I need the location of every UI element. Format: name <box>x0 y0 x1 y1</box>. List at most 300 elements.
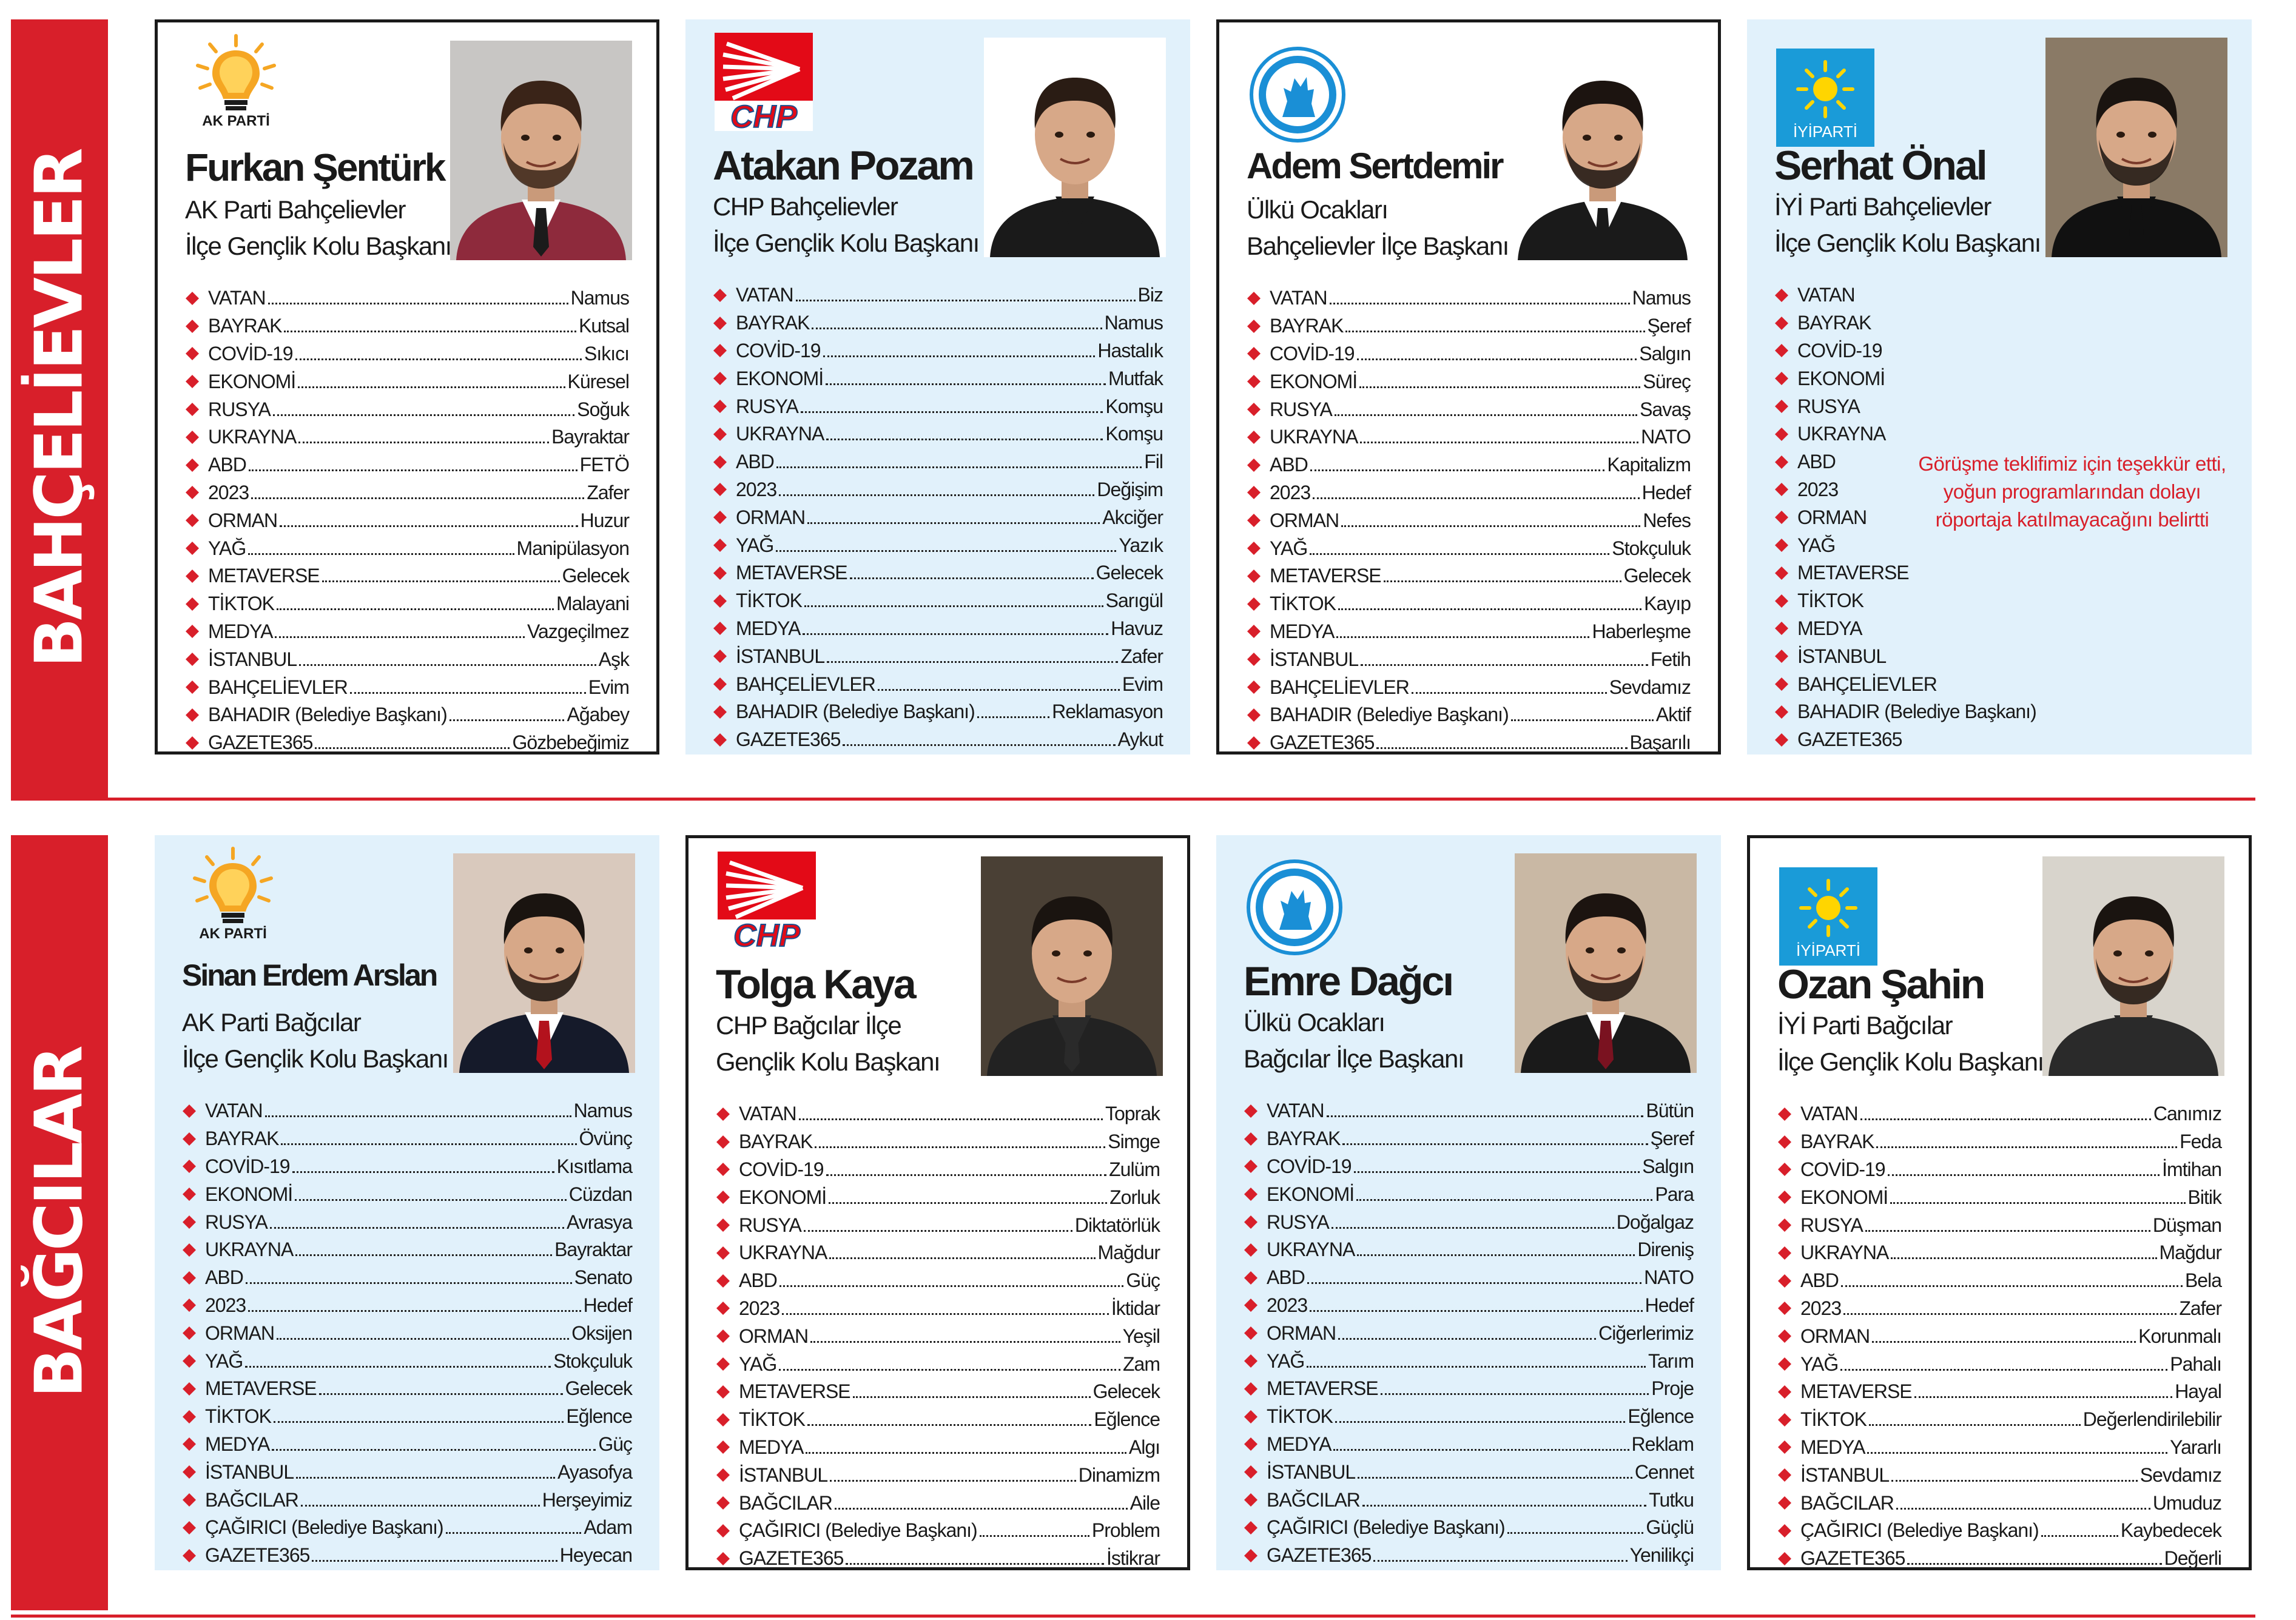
qa-leader-dots <box>296 1477 555 1479</box>
qa-leader-dots <box>284 331 576 332</box>
red-diamond-icon <box>1244 1132 1258 1146</box>
qa-question: İSTANBUL <box>739 1464 828 1486</box>
qa-leader-dots <box>878 689 1120 691</box>
qa-question: BAYRAK <box>1797 312 1871 334</box>
qa-answer: İktidar <box>1111 1297 1160 1319</box>
red-diamond-icon <box>182 1159 197 1174</box>
red-diamond-icon <box>1247 402 1261 417</box>
qa-answer: Eğlence <box>1094 1408 1160 1431</box>
qa-row <box>716 1100 1160 1128</box>
qa-question: UKRAYNA <box>1797 423 1886 445</box>
red-diamond-icon <box>1247 430 1261 445</box>
qa-leader-dots <box>779 494 1094 496</box>
qa-question: EKONOMİ <box>1797 367 1885 389</box>
red-diamond-icon <box>1244 1271 1258 1285</box>
qa-row <box>716 1461 1160 1489</box>
qa-leader-dots <box>823 355 1096 357</box>
red-diamond-icon <box>1777 1357 1792 1371</box>
qa-answer: Umuduz <box>2152 1491 2221 1514</box>
qa-answer: Değişim <box>1097 478 1163 500</box>
qa-row <box>1247 729 1691 757</box>
qa-row <box>1777 1100 2221 1128</box>
red-diamond-icon <box>185 652 200 667</box>
qa-question: ÇAĞIRICI (Belediye Başkanı) <box>739 1519 977 1542</box>
candidate-photo <box>2042 856 2224 1076</box>
qa-question: METAVERSE <box>1797 562 1909 584</box>
qa-leader-dots <box>272 1449 596 1451</box>
qa-answer: Fil <box>1144 451 1163 473</box>
qa-question: 2023 <box>739 1297 780 1319</box>
candidate-role-line1: Ülkü Ocakları <box>1244 1008 1385 1037</box>
qa-row <box>1247 562 1691 590</box>
candidate-role-line1: CHP Bağcılar İlçe <box>716 1011 901 1040</box>
red-diamond-icon <box>1244 1159 1258 1174</box>
qa-question: COVİD-19 <box>1270 342 1355 365</box>
qa-row <box>185 506 629 534</box>
qa-row <box>716 1406 1160 1434</box>
qa-question: GAZETE365 <box>208 731 313 754</box>
qa-answer: Toprak <box>1105 1103 1160 1125</box>
red-diamond-icon <box>185 430 200 445</box>
qa-question: GAZETE365 <box>736 728 841 751</box>
red-diamond-icon <box>185 597 200 611</box>
qa-leader-dots <box>1310 1310 1642 1312</box>
qa-leader-dots <box>829 1257 1095 1259</box>
qa-question: ABD <box>1267 1266 1305 1289</box>
qa-row <box>185 590 629 618</box>
qa-question: RUSYA <box>1800 1214 1863 1236</box>
qa-row <box>1774 365 2224 392</box>
qa-question: YAĞ <box>205 1349 243 1372</box>
qa-answer: Güç <box>598 1433 632 1455</box>
red-diamond-icon <box>1247 541 1261 556</box>
qa-leader-dots <box>2041 1535 2118 1537</box>
qa-question: COVİD-19 <box>205 1155 290 1177</box>
qa-answer: Yeşil <box>1122 1325 1160 1347</box>
candidate-name: Tolga Kaya <box>716 961 915 1007</box>
qa-leader-dots <box>827 661 1118 663</box>
qa-row <box>1777 1378 2221 1406</box>
qa-leader-dots <box>826 439 1103 440</box>
qa-row <box>1774 281 2224 309</box>
qa-question: ORMAN <box>739 1325 809 1347</box>
qa-row <box>713 615 1163 643</box>
ulku-ocaklari-logo-icon <box>1248 45 1347 144</box>
red-diamond-icon <box>185 513 200 528</box>
red-diamond-icon <box>1244 1521 1258 1535</box>
qa-question: COVİD-19 <box>1797 339 1882 361</box>
qa-question: VATAN <box>1267 1100 1324 1122</box>
qa-row <box>1774 531 2224 559</box>
qa-row <box>1774 615 2224 643</box>
qa-answer: Senato <box>574 1266 632 1289</box>
qa-row <box>1247 284 1691 312</box>
qa-question: METAVERSE <box>208 565 320 587</box>
red-diamond-icon <box>1244 1493 1258 1507</box>
qa-row <box>716 1295 1160 1323</box>
qa-answer: Aktif <box>1655 704 1691 726</box>
qa-leader-dots <box>281 1143 576 1145</box>
red-diamond-icon <box>185 402 200 417</box>
candidate-name: Ozan Şahin <box>1777 961 1984 1007</box>
qa-leader-dots <box>850 577 1094 579</box>
qa-leader-dots <box>1354 1171 1640 1173</box>
qa-row <box>713 420 1163 448</box>
qa-answer: Zafer <box>1120 645 1163 667</box>
qa-leader-dots <box>826 1174 1107 1176</box>
qa-question: METAVERSE <box>205 1377 317 1400</box>
qa-question: ÇAĞIRICI (Belediye Başkanı) <box>205 1516 443 1539</box>
qa-question: YAĞ <box>1797 534 1836 556</box>
qa-question: COVİD-19 <box>1800 1158 1885 1180</box>
qa-question: ABD <box>739 1269 777 1292</box>
qa-answer: Şeref <box>1650 1128 1694 1150</box>
red-diamond-icon <box>1774 510 1789 525</box>
qa-row <box>1244 1097 1694 1125</box>
qa-question: İSTANBUL <box>208 648 297 670</box>
red-diamond-icon <box>1777 1246 1792 1260</box>
qa-row <box>1247 590 1691 618</box>
qa-question: ABD <box>1270 454 1308 476</box>
qa-leader-dots <box>1307 1366 1646 1368</box>
qa-leader-dots <box>1843 1313 2176 1315</box>
qa-answer: NATO <box>1644 1266 1694 1289</box>
red-diamond-icon <box>1777 1190 1792 1205</box>
red-diamond-icon <box>185 485 200 500</box>
qa-question: ORMAN <box>1267 1322 1336 1344</box>
chp-logo-text: CHP <box>730 99 797 131</box>
portrait-photo <box>2045 38 2227 257</box>
candidate-role-line2: İlçe Gençlik Kolu Başkanı <box>1777 1047 2044 1076</box>
qa-leader-dots <box>853 1396 1091 1398</box>
qa-row <box>716 1267 1160 1295</box>
qa-question: ABD <box>736 451 774 473</box>
qa-leader-dots <box>776 550 1116 552</box>
red-diamond-icon <box>1777 1440 1792 1454</box>
qa-answer: Namus <box>1104 312 1163 334</box>
qa-answer: Zam <box>1123 1353 1160 1375</box>
qa-leader-dots <box>799 1118 1103 1120</box>
qa-leader-dots <box>1412 692 1607 694</box>
qa-leader-dots <box>1511 719 1654 721</box>
qa-question: VATAN <box>1797 284 1855 306</box>
qa-row <box>185 562 629 590</box>
qa-row <box>185 673 629 701</box>
qa-row <box>1774 309 2224 337</box>
qa-answer: NATO <box>1641 426 1691 448</box>
qa-row <box>1247 673 1691 701</box>
qa-row <box>1777 1545 2221 1573</box>
portrait-photo <box>1512 41 1694 260</box>
qa-answer: Değerlendirilebilir <box>2082 1408 2221 1431</box>
qa-row <box>1247 395 1691 423</box>
portrait-photo <box>981 856 1163 1076</box>
qa-question: GAZETE365 <box>1797 728 1902 751</box>
qa-answer: Gözbebeğimiz <box>512 731 629 754</box>
qa-answer: Güçlü <box>1646 1516 1694 1539</box>
red-diamond-icon <box>1247 680 1261 694</box>
red-diamond-icon <box>182 1382 197 1396</box>
qa-question: İSTANBUL <box>205 1460 294 1483</box>
qa-answer: Para <box>1655 1183 1694 1205</box>
qa-leader-dots <box>782 1313 1109 1315</box>
red-diamond-icon <box>185 569 200 583</box>
qa-leader-dots <box>245 1366 551 1368</box>
qa-question: BAYRAK <box>1270 315 1344 337</box>
qa-row <box>713 503 1163 531</box>
qa-row <box>713 559 1163 587</box>
qa-answer: Malayani <box>556 593 629 615</box>
qa-answer: Canımız <box>2153 1103 2221 1125</box>
candidate-name: Furkan Şentürk <box>185 146 445 189</box>
qa-row <box>182 1542 632 1570</box>
qa-list <box>182 1097 632 1570</box>
qa-row <box>182 1347 632 1375</box>
qa-leader-dots <box>807 522 1100 524</box>
qa-row <box>1244 1319 1694 1347</box>
qa-answer: Hedef <box>1645 1294 1694 1316</box>
qa-answer: Bütün <box>1646 1100 1694 1122</box>
qa-row <box>182 1431 632 1459</box>
qa-answer: Yararlı <box>2170 1436 2221 1458</box>
red-diamond-icon <box>1777 1385 1792 1399</box>
portrait-photo <box>450 41 632 260</box>
qa-row <box>1247 701 1691 729</box>
candidate-photo <box>2045 38 2227 257</box>
qa-row <box>1777 1461 2221 1489</box>
qa-leader-dots <box>1335 1421 1625 1423</box>
qa-question: MEDYA <box>1270 620 1335 642</box>
qa-question: UKRAYNA <box>208 426 297 448</box>
candidate-role-line1: İYİ Parti Bağcılar <box>1777 1011 1953 1040</box>
qa-row <box>713 587 1163 615</box>
qa-answer: Diktatörlük <box>1074 1214 1160 1236</box>
qa-row <box>182 1236 632 1264</box>
candidate-role-line2: İlçe Gençlik Kolu Başkanı <box>185 232 451 260</box>
qa-leader-dots <box>246 1282 572 1284</box>
qa-list <box>1244 1097 1694 1570</box>
qa-question: TİKTOK <box>739 1408 805 1431</box>
candidate-photo <box>981 856 1163 1076</box>
qa-question: YAĞ <box>1267 1349 1305 1372</box>
qa-question: İSTANBUL <box>1797 645 1887 667</box>
qa-question: BAYRAK <box>1267 1128 1341 1150</box>
qa-row <box>713 642 1163 670</box>
qa-leader-dots <box>1376 747 1627 749</box>
qa-leader-dots <box>322 580 560 582</box>
qa-leader-dots <box>277 1338 569 1340</box>
qa-answer: Fetih <box>1650 648 1691 670</box>
qa-row <box>1777 1239 2221 1267</box>
qa-question: YAĞ <box>1270 537 1308 559</box>
red-diamond-icon <box>713 482 727 497</box>
qa-question: TİKTOK <box>205 1405 271 1428</box>
qa-question: MEDYA <box>205 1433 270 1455</box>
red-diamond-icon <box>182 1437 197 1451</box>
qa-answer: Soğuk <box>577 398 629 420</box>
qa-leader-dots <box>1341 525 1640 527</box>
qa-row <box>1247 368 1691 395</box>
red-diamond-icon <box>1774 649 1789 664</box>
qa-question: BAĞCILAR <box>1800 1491 1894 1514</box>
qa-row <box>1244 1236 1694 1264</box>
qa-row <box>1244 1486 1694 1514</box>
qa-leader-dots <box>1327 1115 1644 1117</box>
qa-question: MEDYA <box>736 617 801 639</box>
red-diamond-icon <box>713 427 727 442</box>
qa-row <box>185 618 629 646</box>
qa-leader-dots <box>1345 331 1645 332</box>
qa-answer: Evim <box>1122 673 1163 695</box>
qa-question: UKRAYNA <box>205 1239 294 1261</box>
qa-answer: Tutku <box>1649 1488 1694 1511</box>
qa-question: TİKTOK <box>1800 1408 1867 1431</box>
qa-answer: Stokçuluk <box>553 1349 632 1372</box>
qa-question: EKONOMİ <box>1267 1183 1355 1205</box>
qa-row <box>185 479 629 507</box>
red-diamond-icon <box>182 1271 197 1285</box>
qa-question: BAHÇELİEVLER <box>1797 673 1937 695</box>
qa-leader-dots <box>319 1393 563 1395</box>
red-diamond-icon <box>1244 1187 1258 1202</box>
qa-row <box>716 1128 1160 1156</box>
red-diamond-icon <box>185 319 200 334</box>
qa-answer: İstikrar <box>1106 1547 1160 1570</box>
red-diamond-icon <box>1244 1243 1258 1257</box>
qa-question: GAZETE365 <box>739 1547 844 1570</box>
qa-question: TİKTOK <box>208 593 274 615</box>
qa-answer: Problem <box>1091 1519 1160 1542</box>
qa-question: 2023 <box>1800 1297 1842 1319</box>
qa-answer: Küresel <box>567 370 629 392</box>
qa-row <box>185 729 629 757</box>
qa-question: BAĞCILAR <box>1267 1488 1360 1511</box>
red-diamond-icon <box>1247 597 1261 611</box>
qa-leader-dots <box>248 1310 581 1312</box>
qa-answer: Akciğer <box>1102 506 1163 528</box>
qa-row <box>1244 1125 1694 1153</box>
qa-leader-dots <box>843 744 1115 746</box>
red-diamond-icon <box>182 1521 197 1535</box>
qa-leader-dots <box>830 1480 1076 1482</box>
qa-row <box>1774 392 2224 420</box>
red-diamond-icon <box>1244 1465 1258 1479</box>
qa-row <box>185 423 629 451</box>
candidate-photo <box>984 38 1166 257</box>
red-diamond-icon <box>1247 569 1261 583</box>
qa-row <box>182 1403 632 1431</box>
red-diamond-icon <box>716 1551 730 1566</box>
candidate-name: Emre Dağcı <box>1244 958 1453 1004</box>
qa-answer: Havuz <box>1111 617 1163 639</box>
qa-question: UKRAYNA <box>1267 1239 1355 1261</box>
qa-row <box>182 1264 632 1292</box>
qa-row <box>1777 1406 2221 1434</box>
qa-question: METAVERSE <box>1267 1377 1378 1400</box>
qa-answer: Manipülasyon <box>516 537 629 559</box>
red-diamond-icon <box>1247 652 1261 667</box>
qa-question: METAVERSE <box>1270 565 1381 587</box>
qa-question: UKRAYNA <box>736 423 824 445</box>
qa-row <box>1244 1292 1694 1320</box>
candidate-card <box>155 835 659 1570</box>
qa-answer: Feda <box>2180 1131 2221 1153</box>
red-diamond-icon <box>1774 677 1789 691</box>
red-diamond-icon <box>713 649 727 664</box>
qa-answer: Proje <box>1651 1377 1694 1400</box>
qa-leader-dots <box>446 1532 582 1534</box>
qa-answer: Avrasya <box>566 1211 632 1233</box>
qa-row <box>185 340 629 368</box>
red-diamond-icon <box>716 1190 730 1205</box>
qa-leader-dots <box>796 300 1136 301</box>
red-diamond-icon <box>1247 319 1261 334</box>
qa-answer: Süreç <box>1643 370 1691 392</box>
qa-question: ABD <box>1797 451 1836 473</box>
qa-answer: Bitik <box>2187 1186 2221 1208</box>
red-diamond-icon <box>1774 371 1789 386</box>
qa-leader-dots <box>810 1341 1120 1343</box>
qa-answer: Mutfak <box>1108 367 1163 389</box>
qa-question: 2023 <box>1797 478 1839 500</box>
qa-row <box>1774 698 2224 726</box>
red-diamond-icon <box>1244 1548 1258 1563</box>
qa-leader-dots <box>779 1285 1124 1287</box>
qa-leader-dots <box>806 1452 1126 1454</box>
qa-question: 2023 <box>205 1294 246 1316</box>
qa-leader-dots <box>270 1227 564 1229</box>
qa-row <box>713 476 1163 504</box>
qa-row <box>716 1350 1160 1378</box>
qa-row <box>1244 1431 1694 1459</box>
qa-row <box>716 1434 1160 1462</box>
qa-leader-dots <box>1342 1143 1648 1145</box>
akp-logo-icon <box>187 32 285 130</box>
red-diamond-icon <box>1777 1413 1792 1427</box>
qa-answer: Sarıgül <box>1105 590 1163 612</box>
qa-row <box>182 1097 632 1125</box>
red-diamond-icon <box>1777 1468 1792 1482</box>
qa-row <box>1247 451 1691 479</box>
qa-row <box>1244 1542 1694 1570</box>
red-diamond-icon <box>1244 1298 1258 1312</box>
qa-row <box>713 281 1163 309</box>
qa-answer: Kutsal <box>579 315 629 337</box>
portrait-photo <box>453 853 635 1073</box>
qa-question: İSTANBUL <box>1267 1460 1356 1483</box>
qa-question: BAHADIR (Belediye Başkanı) <box>1270 704 1509 726</box>
qa-leader-dots <box>280 525 578 527</box>
qa-answer: Yazık <box>1119 534 1163 556</box>
red-diamond-icon <box>713 538 727 553</box>
red-diamond-icon <box>1247 458 1261 472</box>
qa-answer: Heyecan <box>559 1544 632 1567</box>
qa-row <box>1777 1517 2221 1545</box>
candidate-name: Sinan Erdem Arslan <box>182 958 437 992</box>
qa-question: YAĞ <box>1800 1353 1839 1375</box>
qa-leader-dots <box>268 303 568 304</box>
qa-question: COVİD-19 <box>736 339 821 361</box>
qa-answer: Gelecek <box>562 565 629 587</box>
qa-leader-dots <box>275 636 525 638</box>
red-diamond-icon <box>182 1410 197 1424</box>
qa-leader-dots <box>265 1115 571 1117</box>
qa-row <box>182 1375 632 1403</box>
qa-answer: Zafer <box>2179 1297 2221 1319</box>
qa-answer: Algı <box>1128 1436 1160 1458</box>
candidate-photo <box>450 41 632 260</box>
qa-row <box>1244 1375 1694 1403</box>
